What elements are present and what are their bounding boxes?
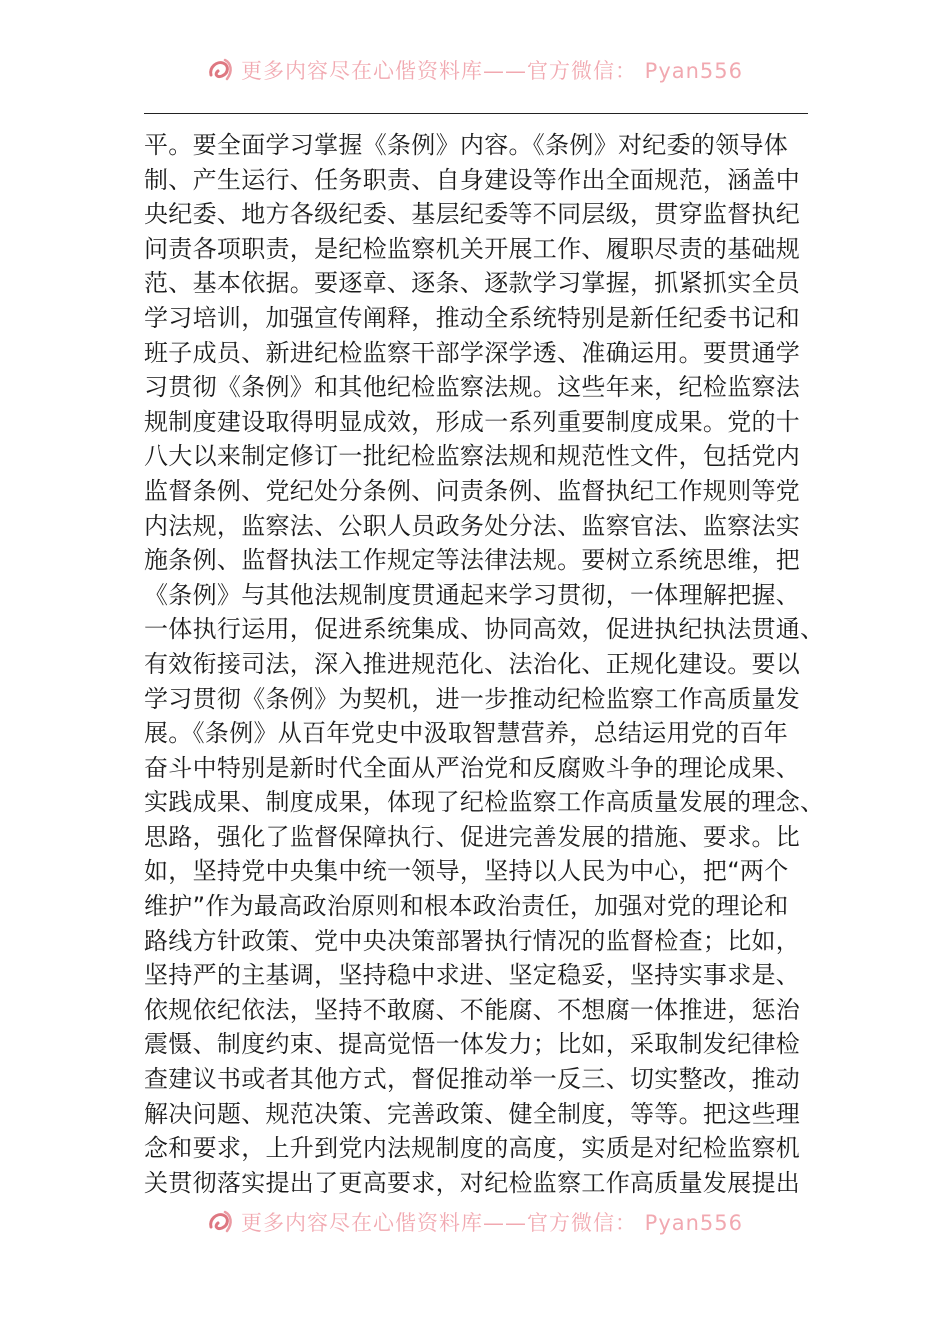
body-text-line: 央纪委、地方各级纪委、基层纪委等不同层级，贯穿监督执纪 (144, 200, 801, 229)
body-text-line: 制、产生运行、任务职责、自身建设等作出全面规范，涵盖中 (144, 165, 801, 194)
body-text-line: 依规依纪依法，坚持不敢腐、不能腐、不想腐一体推进，惩治 (144, 995, 801, 1024)
body-text-line: 坚持严的主基调，坚持稳中求进、坚定稳妥，坚持实事求是、 (144, 961, 801, 990)
body-text-line: 思路，强化了监督保障执行、促进完善发展的措施、要求。比 (144, 822, 801, 851)
body-text-line: 习贯彻《条例》和其他纪检监察法规。这些年来，纪检监察法 (144, 373, 801, 402)
watermark-text: 更多内容尽在心偕资料库——官方微信： Pyan556 (240, 59, 744, 83)
body-text-line: 八大以来制定修订一批纪检监察法规和规范性文件，包括党内 (144, 442, 801, 471)
body-text-line: 内法规，监察法、公职人员政务处分法、监察官法、监察法实 (144, 511, 801, 540)
body-text-line: 规制度建设取得明显成效，形成一系列重要制度成果。党的十 (144, 407, 801, 436)
body-text-line: 有效衔接司法，深入推进规范化、法治化、正规化建设。要以 (144, 649, 801, 678)
body-text-line: 如，坚持党中央集中统一领导，坚持以人民为中心，把“两个 (144, 857, 789, 886)
watermark-logo-icon (207, 57, 235, 83)
body-text-line: 学习培训，加强宣传阐释，推动全系统特别是新任纪委书记和 (144, 303, 801, 332)
body-text-line: 维护”作为最高政治原则和根本政治责任，加强对党的理论和 (144, 892, 789, 921)
header-watermark (0, 55, 950, 85)
body-text-line: 平。要全面学习掌握《条例》内容。《条例》对纪委的领导体 (144, 131, 789, 159)
body-text-line: 念和要求，上升到党内法规制度的高度，实质是对纪检监察机 (144, 1134, 801, 1163)
body-text-line: 班子成员、新进纪检监察干部学深学透、准确运用。要贯通学 (144, 338, 801, 367)
body-text-line: 施条例、监督执法工作规定等法律法规。要树立系统思维，把 (144, 546, 801, 575)
document-body (144, 128, 824, 1200)
body-text-line: 关贯彻落实提出了更高要求，对纪检监察工作高质量发展提出 (144, 1168, 801, 1197)
body-text-line: 展。《条例》从百年党史中汲取智慧营养，总结运用党的百年 (144, 719, 789, 748)
watermark-text: 更多内容尽在心偕资料库——官方微信： Pyan556 (240, 1211, 744, 1235)
body-text-line: 监督条例、党纪处分条例、问责条例、监督执纪工作规则等党 (144, 476, 801, 505)
body-text-line: 路线方针政策、党中央决策部署执行情况的监督检查；比如， (144, 926, 801, 955)
footer-watermark (0, 1207, 950, 1237)
body-text-line: 《条例》与其他法规制度贯通起来学习贯彻，一体理解把握、 (144, 580, 801, 609)
body-text-line: 一体执行运用，促进系统集成、协同高效，促进执纪执法贯通、 (144, 615, 825, 644)
body-text-line: 奋斗中特别是新时代全面从严治党和反腐败斗争的理论成果、 (144, 753, 801, 782)
body-text-line: 实践成果、制度成果，体现了纪检监察工作高质量发展的理念、 (144, 788, 825, 817)
body-text-line: 解决问题、规范决策、完善政策、健全制度，等等。把这些理 (144, 1099, 801, 1128)
body-text-line: 问责各项职责，是纪检监察机关开展工作、履职尽责的基础规 (144, 234, 801, 263)
watermark-logo-icon (207, 1209, 235, 1235)
body-text-line: 范、基本依据。要逐章、逐条、逐款学习掌握，抓紧抓实全员 (144, 269, 801, 298)
body-text-line: 震慑、制度约束、提高觉悟一体发力；比如，采取制发纪律检 (144, 1030, 801, 1059)
body-text-line: 查建议书或者其他方式，督促推动举一反三、切实整改，推动 (144, 1065, 801, 1094)
body-text-line: 学习贯彻《条例》为契机，进一步推动纪检监察工作高质量发 (144, 684, 801, 713)
header-divider (144, 113, 808, 114)
